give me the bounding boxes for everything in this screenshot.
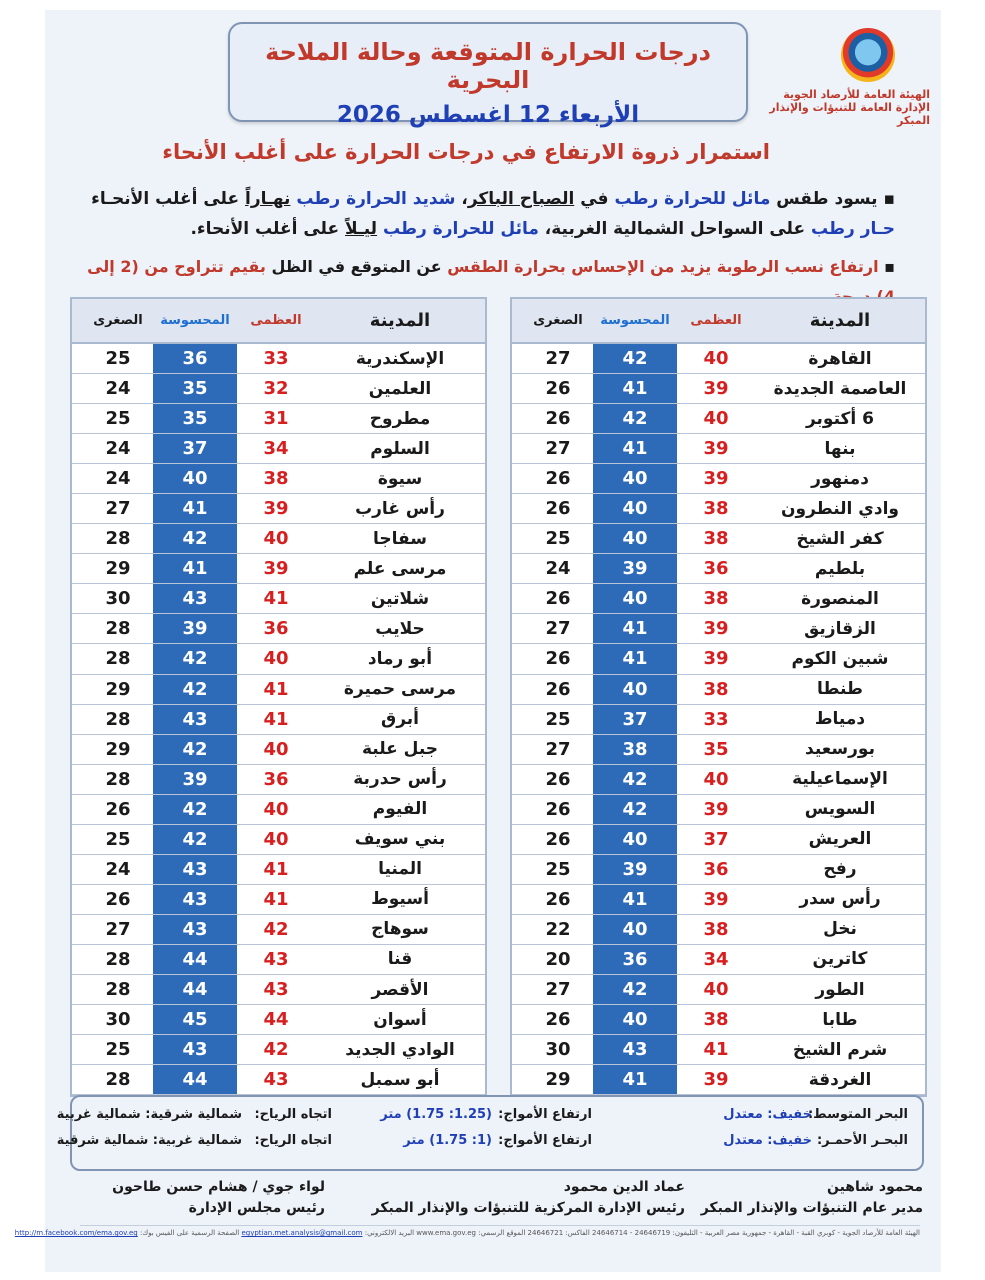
cell-max: 40	[263, 648, 289, 670]
cell-feel: 43	[153, 705, 237, 734]
cell-feel: 42	[153, 825, 237, 854]
table-row	[72, 915, 485, 945]
table-row	[72, 765, 485, 795]
cell-max: 36	[263, 618, 289, 640]
table-row	[512, 554, 925, 584]
cell-max: 40	[703, 348, 729, 370]
cell-min: 28	[105, 618, 131, 640]
cell-feel: 39	[153, 614, 237, 643]
table-row	[512, 434, 925, 464]
bullet-humidity: ▪ ارتفاع نسب الرطوبة يزيد من الإحساس بحرارة الطقس عن المتوقع في الظل بقيم تتراوح من (2 إلى	[87, 257, 895, 276]
cell-max: 34	[263, 438, 289, 460]
cell-max: 41	[263, 708, 289, 730]
cell-city: دمنهور	[811, 468, 869, 489]
cell-min: 27	[545, 348, 571, 370]
cell-city: المنيا	[378, 859, 422, 880]
cell-feel: 42	[153, 735, 237, 764]
table-row	[512, 494, 925, 524]
cell-max: 40	[263, 738, 289, 760]
met-authority-logo-icon	[841, 28, 895, 82]
cell-min: 30	[545, 1039, 571, 1061]
table-row	[512, 1035, 925, 1065]
header-city: المدينة	[369, 310, 431, 331]
cell-city: كفر الشيخ	[796, 528, 884, 549]
cell-max: 39	[703, 438, 729, 460]
sea-row-mediterranean	[56, 1107, 922, 1127]
cell-max: 39	[703, 798, 729, 820]
cell-min: 26	[545, 648, 571, 670]
header-min: الصغرى	[533, 313, 583, 328]
cell-min: 20	[545, 948, 571, 970]
table-header	[512, 299, 925, 344]
cell-max: 44	[263, 1009, 289, 1031]
table-row	[72, 494, 485, 524]
cell-min: 27	[545, 738, 571, 760]
cell-max: 39	[703, 888, 729, 910]
cell-feel: 42	[593, 404, 677, 433]
cell-city: بني سويف	[354, 829, 446, 850]
cell-min: 26	[545, 888, 571, 910]
cell-feel: 41	[593, 1065, 677, 1094]
table-row	[512, 855, 925, 885]
cell-feel: 40	[593, 524, 677, 553]
cell-max: 38	[703, 678, 729, 700]
cell-max: 38	[703, 588, 729, 610]
cell-min: 26	[545, 1009, 571, 1031]
cell-min: 27	[105, 918, 131, 940]
cell-max: 34	[703, 948, 729, 970]
table-row	[512, 975, 925, 1005]
sea-row-red-sea	[56, 1133, 922, 1153]
cell-feel: 42	[593, 765, 677, 794]
sea-med-wind-label: اتجاه الرياح:	[254, 1107, 332, 1122]
cell-min: 26	[545, 798, 571, 820]
cell-min: 28	[105, 528, 131, 550]
header-min: الصغرى	[93, 313, 143, 328]
cell-min: 24	[545, 558, 571, 580]
cell-feel: 37	[593, 705, 677, 734]
cell-max: 38	[703, 498, 729, 520]
cell-city: شبين الكوم	[791, 648, 889, 669]
cell-min: 27	[545, 618, 571, 640]
cell-max: 41	[263, 678, 289, 700]
cell-feel: 36	[593, 945, 677, 974]
header-max: العظمى	[690, 313, 742, 328]
table-row	[72, 344, 485, 374]
cell-min: 25	[545, 708, 571, 730]
cell-city: الوادي الجديد	[345, 1039, 455, 1060]
cell-min: 29	[105, 738, 131, 760]
cell-max: 40	[263, 798, 289, 820]
table-row	[512, 705, 925, 735]
cell-min: 28	[105, 948, 131, 970]
cell-min: 27	[545, 438, 571, 460]
cell-city: العريش	[808, 829, 872, 850]
sea-red-wind: شمالية غربية: شمالية شرقية	[56, 1133, 242, 1148]
cell-city: رأس حدربة	[353, 769, 447, 790]
cell-max: 40	[703, 979, 729, 1000]
cell-min: 28	[105, 768, 131, 790]
cell-city: أسوان	[373, 1009, 427, 1030]
table-row	[512, 795, 925, 825]
table-row	[72, 524, 485, 554]
cell-max: 33	[703, 708, 729, 730]
table-header	[72, 299, 485, 344]
cell-city: سوهاج	[371, 919, 429, 940]
cell-feel: 42	[593, 344, 677, 373]
cell-city: رأس سدر	[799, 889, 881, 910]
sea-state-box	[56, 1095, 924, 1171]
cell-max: 38	[703, 528, 729, 550]
cell-feel: 43	[593, 1035, 677, 1064]
table-row	[72, 374, 485, 404]
cell-max: 41	[263, 858, 289, 880]
cell-max: 40	[703, 768, 729, 790]
cell-min: 25	[105, 828, 131, 850]
cell-city: طابا	[822, 1009, 858, 1030]
cell-feel: 35	[153, 374, 237, 403]
cell-feel: 43	[153, 584, 237, 613]
cell-min: 26	[545, 378, 571, 400]
cell-max: 40	[263, 528, 289, 550]
cell-max: 38	[703, 1009, 729, 1031]
cell-min: 25	[105, 348, 131, 370]
footer-facebook-link[interactable]: http://m.facebook.com/ema.gov.eg	[14, 1229, 138, 1237]
cell-feel: 41	[593, 885, 677, 914]
cell-city: القاهرة	[808, 348, 872, 369]
sea-red-wind-label: اتجاه الرياح:	[254, 1133, 332, 1148]
cell-city: العلمين	[368, 378, 432, 399]
cell-max: 42	[263, 918, 289, 940]
cell-max: 38	[263, 468, 289, 490]
cell-city: كاترين	[812, 949, 868, 970]
cell-max: 43	[263, 979, 289, 1000]
cell-min: 24	[105, 468, 131, 490]
cell-feel: 42	[593, 975, 677, 1004]
table-row	[512, 464, 925, 494]
cell-city: أبرق	[381, 709, 419, 730]
cell-max: 41	[263, 588, 289, 610]
cell-max: 39	[703, 1069, 729, 1091]
cell-city: شلاتين	[370, 588, 430, 609]
cell-feel: 42	[153, 795, 237, 824]
cell-city: وادي النطرون	[781, 498, 899, 519]
cell-city: الغردقة	[808, 1069, 872, 1090]
table-row	[72, 1035, 485, 1065]
table-row	[72, 735, 485, 765]
table-row	[512, 374, 925, 404]
cell-feel: 38	[593, 735, 677, 764]
cell-feel: 40	[593, 584, 677, 613]
cell-min: 28	[105, 708, 131, 730]
cell-feel: 40	[593, 1005, 677, 1034]
table-row	[72, 434, 485, 464]
cell-city: شرم الشيخ	[792, 1039, 888, 1060]
cell-min: 24	[105, 438, 131, 460]
cell-city: العاصمة الجديدة	[773, 378, 907, 399]
table-row	[512, 524, 925, 554]
cell-feel: 39	[593, 554, 677, 583]
cell-min: 28	[105, 1069, 131, 1091]
cell-max: 39	[703, 468, 729, 490]
signature-1: محمود شاهين مدير عام التنبؤات والإنذار المبكر	[700, 1179, 923, 1216]
footer-contact: الهيئة العامة للأرصاد الجوية - كوبري القبة - القاهرة - جمهورية مصر العربية - التليفون: 24646719 - 24646714 الفاكس: 24646721 الموقع الرسمي: www.ema.gov.eg البريد الالكتروني: egyptian.met.analysis@gmail.com الصفحة الرسمية على الفيس بوك: http://m.facebook.com/ema.gov.eg	[80, 1225, 920, 1243]
cell-max: 43	[263, 948, 289, 970]
cell-city: سيوة	[377, 468, 423, 489]
cell-feel: 40	[593, 494, 677, 523]
table-row	[512, 584, 925, 614]
table-row	[512, 735, 925, 765]
cell-city: أبو سمبل	[360, 1069, 440, 1090]
cell-min: 25	[105, 408, 131, 430]
cell-min: 26	[105, 888, 131, 910]
cell-min: 29	[105, 558, 131, 580]
cell-city: الإسكندرية	[355, 348, 445, 369]
sea-med-wind: شمالية شرقية: شمالية غربية	[56, 1107, 242, 1122]
cell-min: 25	[545, 528, 571, 550]
table-row	[512, 885, 925, 915]
cell-feel: 42	[153, 644, 237, 673]
cell-min: 29	[545, 1069, 571, 1091]
cell-city: نخل	[823, 919, 857, 940]
table-row	[512, 1065, 925, 1095]
cell-feel: 44	[153, 945, 237, 974]
cell-feel: 40	[153, 464, 237, 493]
cell-min: 22	[545, 918, 571, 940]
cell-city: جبل علبة	[361, 739, 439, 760]
cell-feel: 41	[593, 434, 677, 463]
cell-city: مطروح	[369, 408, 431, 429]
cell-city: بلطيم	[814, 558, 866, 579]
cell-city: مرسى حميرة	[343, 679, 457, 700]
signature-3: لواء جوي / هشام حسن طاحون رئيس مجلس الإدارة	[112, 1179, 325, 1216]
cell-feel: 40	[593, 675, 677, 704]
cell-max: 35	[703, 738, 729, 760]
table-row	[512, 344, 925, 374]
cell-max: 36	[263, 768, 289, 790]
table-row	[512, 765, 925, 795]
table-row	[72, 975, 485, 1005]
cell-max: 33	[263, 348, 289, 370]
cell-min: 27	[105, 498, 131, 520]
headline: استمرار ذروة الارتفاع في درجات الحرارة على أغلب الأنحاء	[162, 140, 770, 164]
table-row	[512, 644, 925, 674]
cell-feel: 40	[593, 825, 677, 854]
sea-med-waves: (1.25: 1.75) متر	[380, 1107, 492, 1122]
cell-feel: 43	[153, 855, 237, 884]
cell-city: رفح	[823, 859, 857, 880]
cell-min: 24	[105, 378, 131, 400]
cities-table-left	[70, 297, 487, 1097]
cell-min: 26	[545, 498, 571, 520]
cell-feel: 41	[593, 644, 677, 673]
cell-max: 39	[703, 618, 729, 640]
cell-feel: 43	[153, 915, 237, 944]
cell-feel: 36	[153, 344, 237, 373]
cell-feel: 45	[153, 1005, 237, 1034]
cell-min: 26	[545, 768, 571, 790]
table-row	[72, 795, 485, 825]
cell-max: 32	[263, 378, 289, 400]
cell-city: أسيوط	[371, 889, 429, 910]
cell-max: 41	[703, 1039, 729, 1061]
cell-city: 6 أكتوبر	[805, 408, 875, 429]
table-row	[72, 1005, 485, 1035]
cell-feel: 41	[153, 494, 237, 523]
cell-max: 39	[703, 378, 729, 400]
cell-city: الزقازيق	[804, 618, 876, 639]
cell-city: دمياط	[814, 709, 866, 730]
cities-table-right	[510, 297, 927, 1097]
cell-min: 25	[105, 1039, 131, 1061]
cell-max: 41	[263, 888, 289, 910]
cell-feel: 35	[153, 404, 237, 433]
cell-feel: 44	[153, 1065, 237, 1094]
cell-feel: 42	[593, 795, 677, 824]
forecast-bullets	[75, 184, 895, 312]
table-row	[512, 825, 925, 855]
cell-min: 26	[545, 678, 571, 700]
cell-max: 39	[263, 558, 289, 580]
header-max: العظمى	[250, 313, 302, 328]
sea-red-state: خفيف: معتدل	[723, 1133, 812, 1148]
table-row	[72, 885, 485, 915]
cell-city: بنها	[824, 438, 856, 459]
cell-min: 26	[545, 828, 571, 850]
header-feel: المحسوسة	[600, 313, 670, 328]
bulletin-date: الأربعاء 12 اغسطس 2026	[336, 102, 640, 128]
bulletin-title: درجات الحرارة المتوقعة وحالة الملاحة البحرية	[265, 38, 711, 94]
table-row	[72, 644, 485, 674]
table-row	[72, 675, 485, 705]
sea-red-label: البحـر الأحمـر:	[816, 1133, 908, 1148]
sea-med-state: خفيف: معتدل	[723, 1107, 812, 1122]
cell-feel: 43	[153, 885, 237, 914]
cell-min: 28	[105, 979, 131, 1000]
cell-max: 42	[263, 1039, 289, 1061]
cell-max: 37	[703, 828, 729, 850]
cell-min: 28	[105, 648, 131, 670]
cell-feel: 40	[593, 464, 677, 493]
cell-city: رأس غارب	[355, 498, 445, 519]
table-row	[72, 404, 485, 434]
table-row	[72, 554, 485, 584]
cell-feel: 40	[593, 915, 677, 944]
cell-feel: 41	[153, 554, 237, 583]
cell-city: طنطا	[817, 679, 863, 700]
cell-city: السويس	[804, 799, 876, 820]
cell-feel: 37	[153, 434, 237, 463]
table-row	[72, 614, 485, 644]
sea-med-label: البحر المتوسط:	[807, 1107, 908, 1122]
table-row	[512, 675, 925, 705]
cell-min: 27	[545, 979, 571, 1000]
cell-max: 36	[703, 558, 729, 580]
table-row	[512, 404, 925, 434]
cell-min: 26	[545, 468, 571, 490]
cell-city: الطور	[815, 979, 865, 1000]
sea-red-waves-label: ارتفاع الأمواج:	[498, 1133, 592, 1148]
cell-city: السلوم	[370, 438, 430, 459]
cell-feel: 39	[153, 765, 237, 794]
table-row	[72, 825, 485, 855]
cell-city: مرسى علم	[353, 558, 447, 579]
cell-max: 43	[263, 1069, 289, 1091]
table-row	[72, 464, 485, 494]
table-row	[72, 1065, 485, 1095]
cell-max: 36	[703, 858, 729, 880]
table-row	[512, 945, 925, 975]
header-city: المدينة	[809, 310, 871, 331]
bullet-weather: ▪ يسود طقس مائل للحرارة رطب في الصباح الباكر، شديد الحرارة رطب نهـاراً على أغلب الأنحـاء حـار رطب على السواحل الشمالية الغربية، مائل للحرارة رطب ليـلاً على أغلب الأنحاء.	[91, 189, 895, 239]
cell-feel: 41	[593, 374, 677, 403]
title-box	[228, 22, 748, 128]
cell-city: سفاجا	[373, 528, 427, 549]
sea-med-waves-label: ارتفاع الأمواج:	[498, 1107, 592, 1122]
table-row	[72, 855, 485, 885]
cell-min: 26	[105, 798, 131, 820]
cell-city: الفيوم	[372, 799, 428, 820]
cell-max: 39	[263, 498, 289, 520]
cell-feel: 43	[153, 1035, 237, 1064]
cell-city: حلايب	[375, 618, 425, 639]
cell-max: 38	[703, 918, 729, 940]
cell-min: 26	[545, 408, 571, 430]
table-row	[72, 705, 485, 735]
table-row	[72, 584, 485, 614]
cell-max: 31	[263, 408, 289, 430]
cell-feel: 39	[593, 855, 677, 884]
cell-max: 39	[703, 648, 729, 670]
cell-feel: 42	[153, 675, 237, 704]
table-row	[512, 614, 925, 644]
cell-min: 30	[105, 1009, 131, 1031]
cell-min: 29	[105, 678, 131, 700]
cell-min: 25	[545, 858, 571, 880]
cell-min: 24	[105, 858, 131, 880]
cell-city: المنصورة	[801, 588, 879, 609]
cell-min: 26	[545, 588, 571, 610]
table-row	[512, 915, 925, 945]
table-row	[512, 1005, 925, 1035]
cell-city: الإسماعيلية	[792, 769, 888, 790]
cell-max: 40	[263, 828, 289, 850]
header-feel: المحسوسة	[160, 313, 230, 328]
signature-2: عماد الدين محمود رئيس الإدارة المركزية للتنبؤات والإنذار المبكر	[371, 1179, 685, 1216]
cell-max: 40	[703, 408, 729, 430]
organization-name: الهيئة العامة للأرصاد الجوية الإدارة العامة للتنبؤات والإنذار المبكر	[769, 88, 930, 127]
table-row	[72, 945, 485, 975]
cell-feel: 44	[153, 975, 237, 1004]
sea-red-waves: (1: 1.75) متر	[403, 1133, 492, 1148]
cell-city: أبو رماد	[367, 648, 433, 669]
cell-min: 30	[105, 588, 131, 610]
cell-city: قنا	[387, 949, 413, 970]
cell-feel: 41	[593, 614, 677, 643]
cell-feel: 42	[153, 524, 237, 553]
footer-email-link[interactable]: egyptian.met.analysis@gmail.com	[241, 1229, 363, 1237]
cell-city: بورسعيد	[805, 739, 875, 760]
cell-city: الأقصر	[371, 979, 429, 1000]
